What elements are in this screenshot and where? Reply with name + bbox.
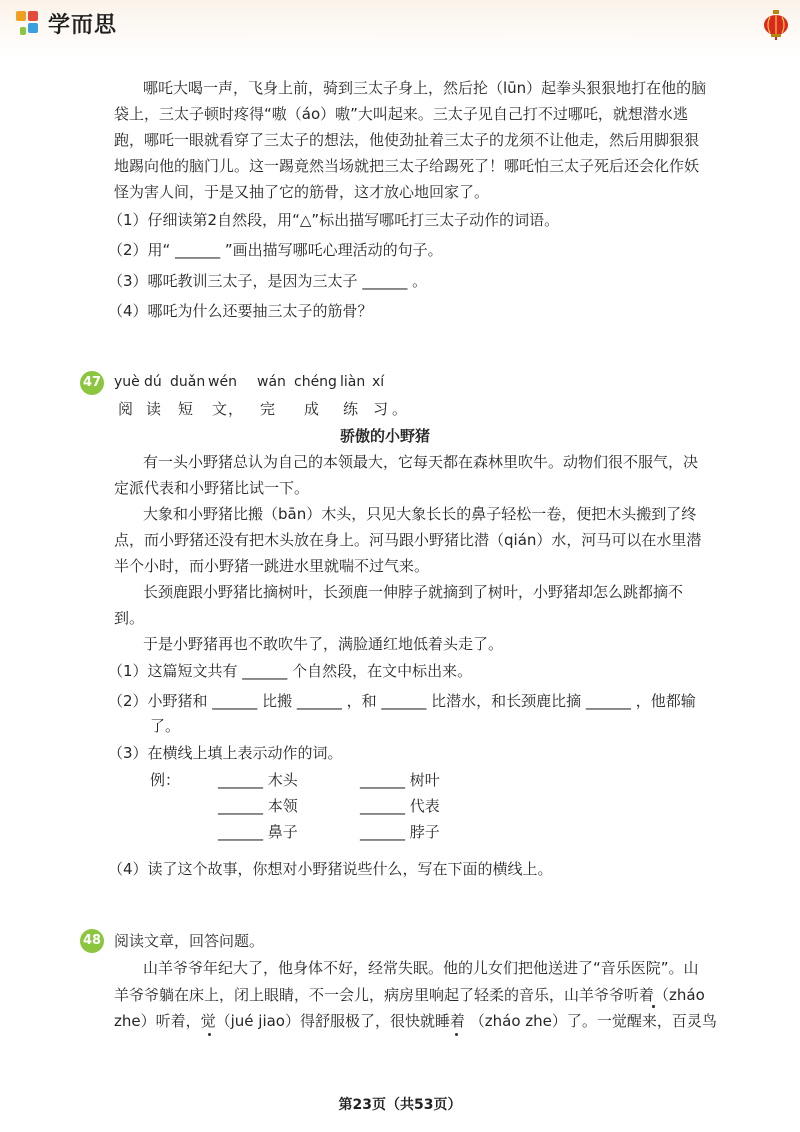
q48-instruction: 阅读文章，回答问题。 xyxy=(114,932,265,950)
hanzi-char: 习 xyxy=(373,400,389,418)
hanzi-char: 完 xyxy=(260,400,276,418)
q46-question-1: （1）仔细读第2自然段，用“△”标出描写哪吒打三太子动作的词语。 xyxy=(108,211,560,229)
hanzi-char: 成 xyxy=(304,400,320,418)
q48-paragraph-line: 羊爷爷躺在床上，闭上眼睛，不一会儿，病房里响起了轻柔的音乐，山羊爷爷听着（zháo xyxy=(114,986,705,1004)
pinyin-syllable: yuè xyxy=(114,374,140,390)
logo-text: 学而思 xyxy=(48,12,118,38)
hanzi-char: 读 xyxy=(146,400,162,418)
q47-paragraph-line: 有一头小野猪总认为自己的本领最大，它每天都在森林里吹牛。动物们很不服气，决 xyxy=(143,453,699,471)
hanzi-char: 。 xyxy=(392,400,408,418)
question-number-badge: 48 xyxy=(80,929,104,953)
page-number: 第23页（共53页） xyxy=(338,1097,462,1113)
pinyin-syllable: chéng xyxy=(294,374,337,390)
q47-question-3: （3）在横线上填上表示动作的词。 xyxy=(108,744,343,762)
hanzi-char: ， xyxy=(228,400,244,418)
q46-paragraph-line: 跑，哪吒一眼就看穿了三太子的想法，他使劲扯着三太子的龙须不让他走，然后用脚狠狠 xyxy=(114,131,700,149)
pinyin-syllable: dú xyxy=(144,374,162,390)
q46-question-2: （2）用“ ______ ”画出描写哪吒心理活动的句子。 xyxy=(108,241,443,259)
emphasis-dot xyxy=(652,1005,655,1008)
question-number-badge: 47 xyxy=(80,371,104,395)
q46-question-4: （4）哪吒为什么还要抽三太子的筋骨？ xyxy=(108,302,373,320)
pinyin-syllable: liàn xyxy=(340,374,366,390)
passage-title: 骄傲的小野猪 xyxy=(340,427,431,445)
q47-question-2-cont: 了。 xyxy=(150,717,181,735)
hanzi-char: 阅 xyxy=(118,400,134,418)
q47-paragraph-line: 大象和小野猪比搬（bān）木头，只见大象长长的鼻子轻松一卷，便把木头搬到了终 xyxy=(143,505,697,523)
hanzi-char: 文 xyxy=(212,400,228,418)
q47-question-1: （1）这篇短文共有 ______ 个自然段，在文中标出来。 xyxy=(108,662,473,680)
q47-paragraph-line: 长颈鹿跟小野猪比摘树叶，长颈鹿一伸脖子就摘到了树叶，小野猪却怎么跳都摘不 xyxy=(143,583,684,601)
pinyin-syllable: wán xyxy=(257,374,286,390)
q48-paragraph-line: zhe）听着，觉（jué jiao）得舒服极了，很快就睡着 （zháo zhe）了。一觉醒来，百灵鸟 xyxy=(114,1012,717,1030)
q47-paragraph-line: 点，而小野猪还没有把木头放在身上。河马跟小野猪比潜（qián）水，河马可以在水里潜 xyxy=(114,531,702,549)
pinyin-syllable: wén xyxy=(208,374,237,390)
example-label: 例： xyxy=(150,771,181,789)
header-background xyxy=(0,0,800,58)
lantern-icon xyxy=(762,10,790,40)
hanzi-char: 短 xyxy=(178,400,194,418)
page-footer xyxy=(0,1094,800,1114)
fill-blank-item: ______ 代表 xyxy=(360,797,440,815)
q47-question-4: （4）读了这个故事，你想对小野猪说些什么，写在下面的横线上。 xyxy=(108,860,553,878)
q47-paragraph-line: 定派代表和小野猪比试一下。 xyxy=(114,479,310,497)
emphasis-dot xyxy=(208,1033,211,1036)
q46-paragraph-line: 袋上，三太子顿时疼得“嗷（áo）嗷”大叫起来。三太子见自己打不过哪吒，就想潜水逃 xyxy=(114,105,688,123)
fill-blank-item: ______ 树叶 xyxy=(360,771,440,789)
pinyin-syllable: duǎn xyxy=(170,374,206,390)
q46-question-3: （3）哪吒教训三太子，是因为三太子 ______ 。 xyxy=(108,272,428,290)
fill-blank-item: ______ 鼻子 xyxy=(218,823,298,841)
pinyin-syllable: xí xyxy=(372,374,385,390)
hanzi-char: 练 xyxy=(343,400,359,418)
q46-paragraph-line: 怪为害人间，于是又抽了它的筋骨，这才放心地回家了。 xyxy=(114,183,490,201)
fill-blank-item: ______ 木头 xyxy=(218,771,298,789)
q47-paragraph-line: 到。 xyxy=(114,609,145,627)
q46-paragraph-line: 地踢向他的脑门儿。这一踢竟然当场就把三太子给踢死了！哪吒怕三太子死后还会化作妖 xyxy=(114,157,700,175)
q48-paragraph-line: 山羊爷爷年纪大了，他身体不好，经常失眠。他的儿女们把他送进了“音乐医院”。山 xyxy=(143,959,699,977)
q47-paragraph-line: 于是小野猪再也不敢吹牛了，满脸通红地低着头走了。 xyxy=(143,635,504,653)
logo-mark-icon xyxy=(16,9,42,37)
fill-blank-item: ______ 脖子 xyxy=(360,823,440,841)
fill-blank-item: ______ 本领 xyxy=(218,797,298,815)
q47-question-2: （2）小野猪和 ______ 比搬 ______ ，和 ______ 比潜水，和长颈鹿比摘 ______ ，他都输 xyxy=(108,692,696,710)
q46-paragraph-line: 哪吒大喝一声，飞身上前，骑到三太子身上，然后抡（lūn）起拳头狠狠地打在他的脑 xyxy=(143,79,707,97)
q47-paragraph-line: 半个小时，而小野猪一跳进水里就喘不过气来。 xyxy=(114,557,430,575)
brand-logo xyxy=(16,8,117,38)
emphasis-dot xyxy=(455,1033,458,1036)
